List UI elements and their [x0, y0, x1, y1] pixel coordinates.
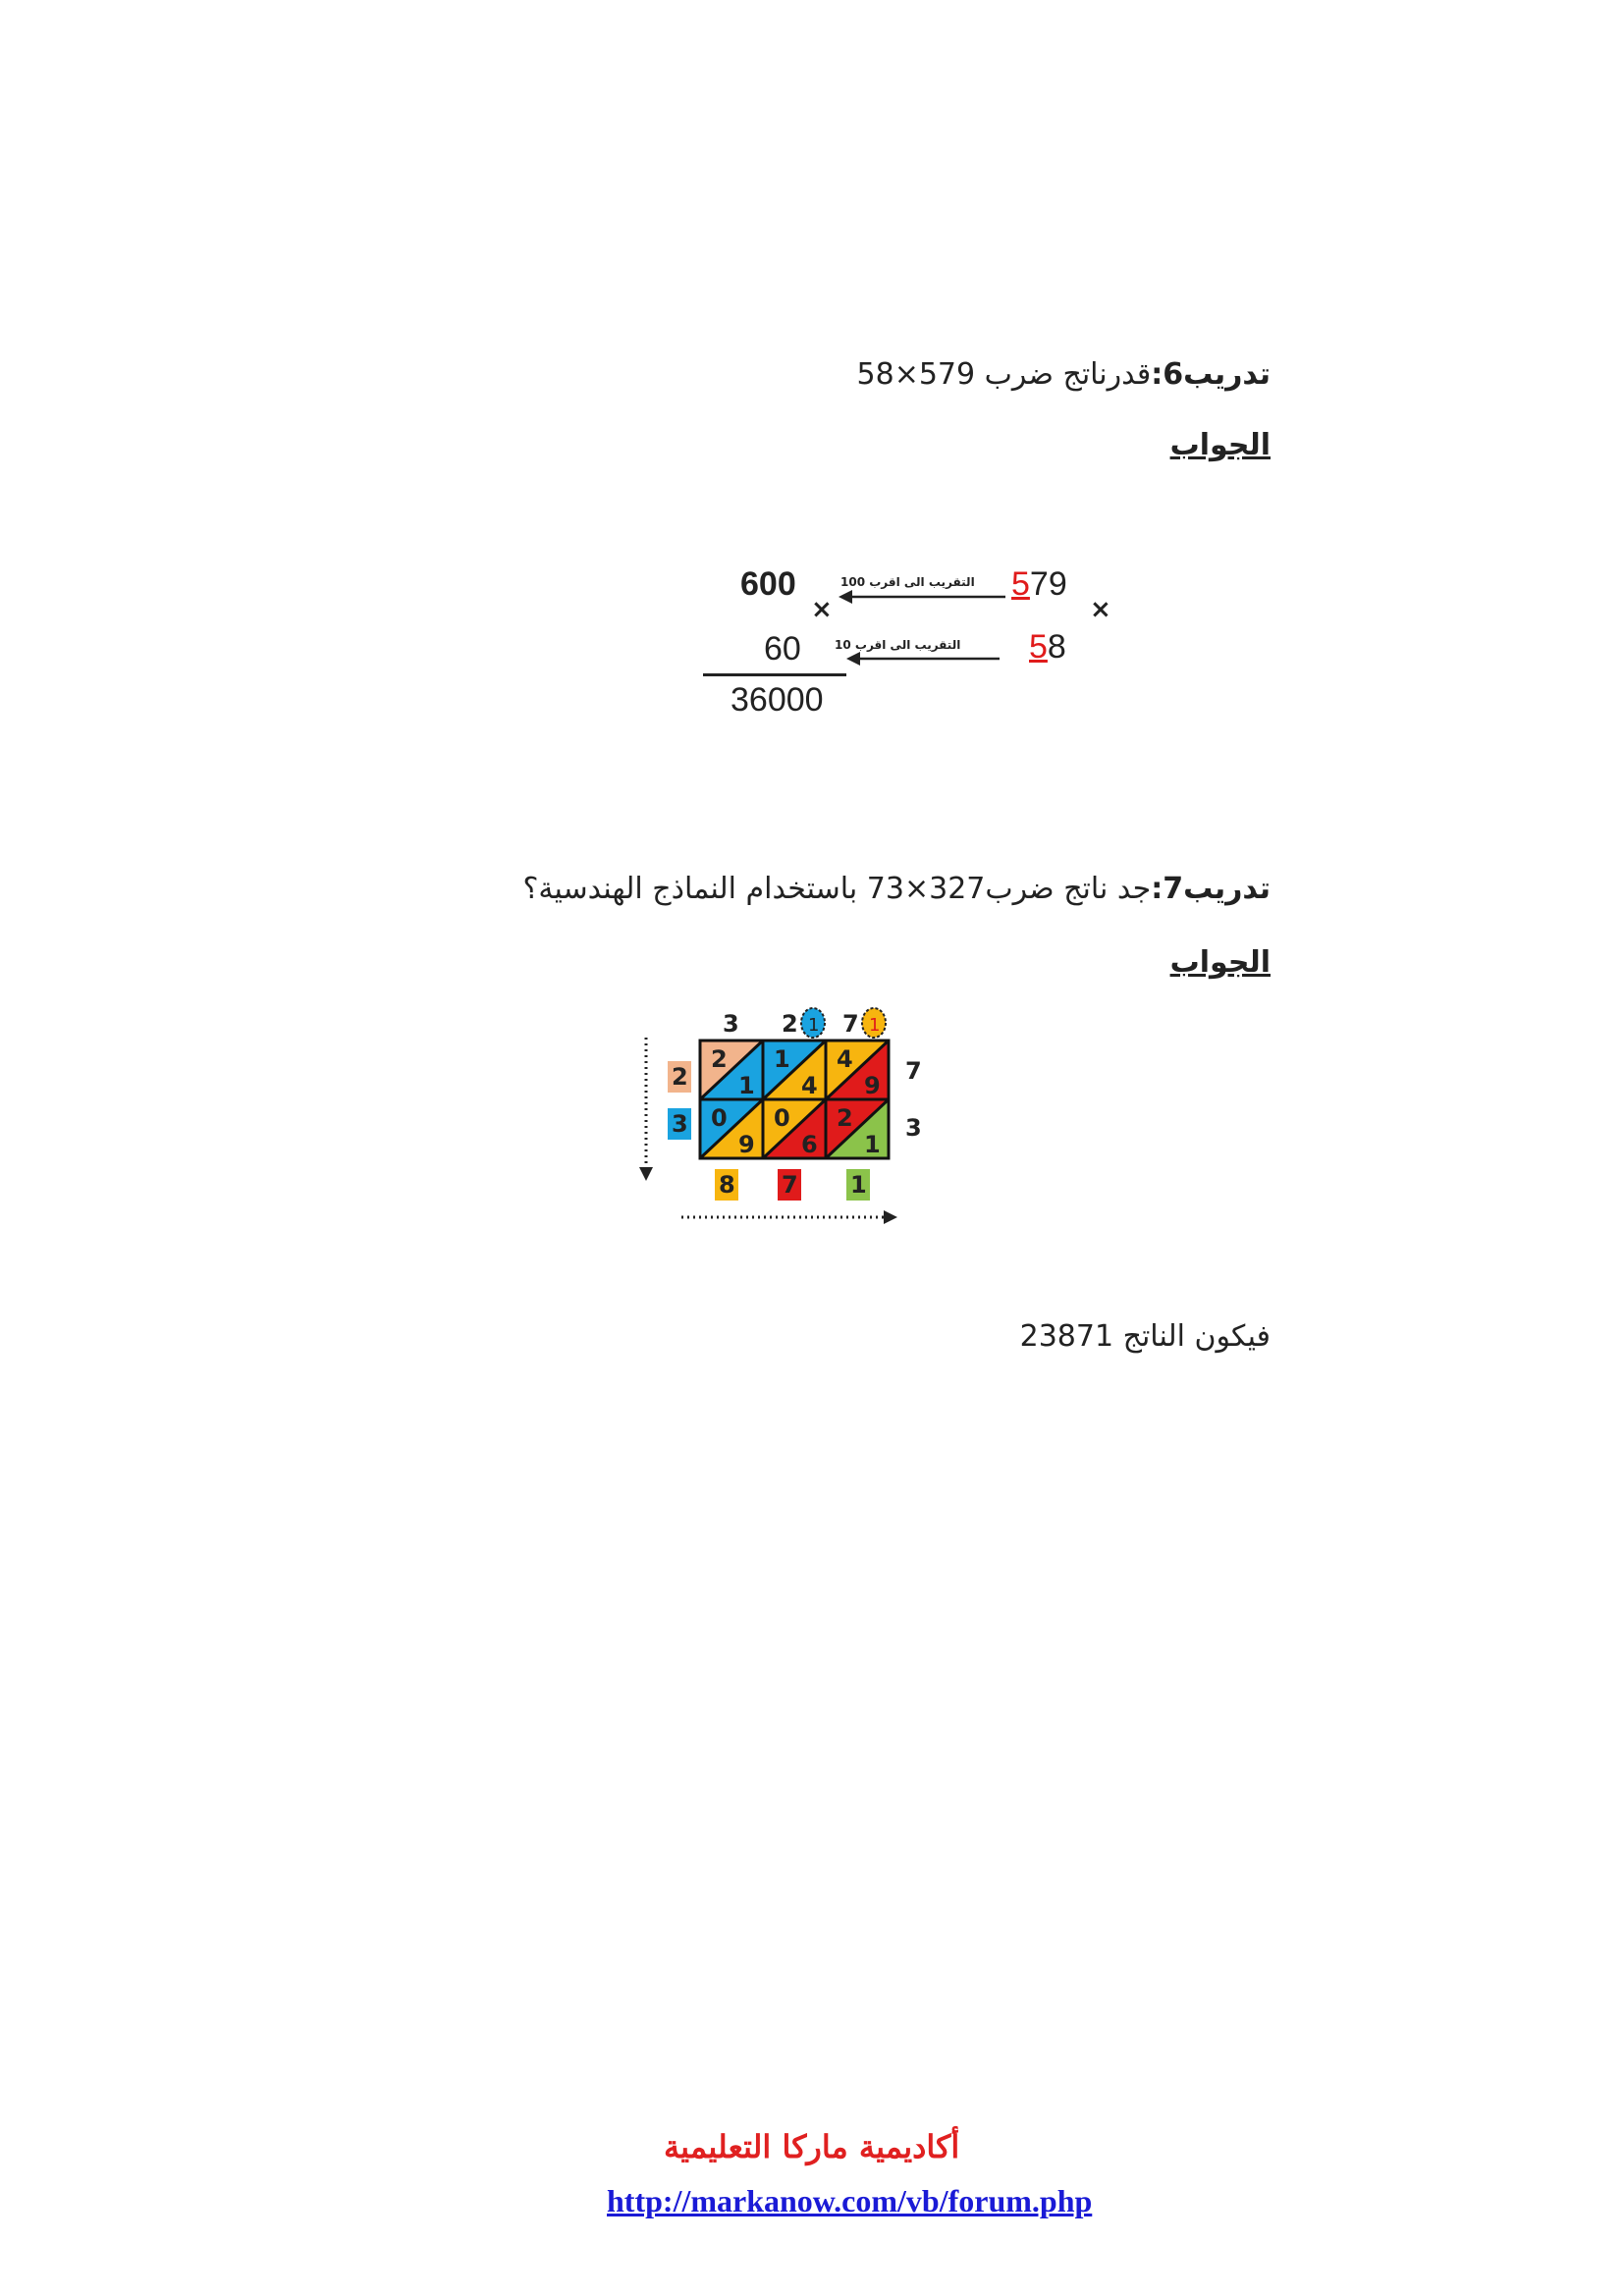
number-58-first-digit: 5 — [1029, 628, 1048, 666]
exercise6-heading — [857, 357, 1271, 392]
arrow-2-label: التقريب الى اقرب 10 — [835, 638, 961, 652]
bottom-digit-1: 1 — [850, 1171, 867, 1199]
exercise7-heading — [522, 872, 1271, 906]
bottom-digit-8: 8 — [719, 1171, 735, 1199]
bottom-digit-7: 7 — [782, 1171, 798, 1199]
footer-forum-link[interactable]: http://markanow.com/vb/forum.php — [607, 2183, 1093, 2218]
cell-r2c3-tens: 2 — [837, 1104, 853, 1132]
rounded-60: 60 — [764, 630, 801, 667]
right-digit-7: 7 — [905, 1057, 922, 1085]
exercise6-text: قدرناتج ضرب 579×58 — [856, 357, 1152, 392]
footer-academy-name: أكاديمية ماركا التعليمية — [664, 2128, 960, 2165]
exercise7-text: جد ناتج ضرب327×73 باستخدام النماذج الهندسية؟ — [522, 872, 1152, 906]
number-58-rest: 8 — [1047, 628, 1066, 666]
left-digit-3: 3 — [672, 1110, 688, 1138]
arrow-2-head — [846, 652, 860, 666]
number-579-first-digit: 5 — [1011, 565, 1030, 603]
carry-1-blue: 1 — [808, 1015, 820, 1036]
exercise7-label: تدريب7: — [1151, 872, 1271, 906]
rounded-600: 600 — [740, 565, 796, 603]
exercise6-answer-label: الجواب — [1169, 428, 1271, 462]
cell-r2c1-tens: 0 — [711, 1104, 728, 1132]
exercise7-answer-label: الجواب — [1169, 945, 1271, 980]
estimation-result: 36000 — [731, 681, 824, 719]
top-digit-2: 2 — [782, 1010, 798, 1038]
arrow-1-head — [839, 590, 852, 604]
cell-r1c2-ones: 4 — [801, 1072, 818, 1099]
left-digit-2: 2 — [672, 1063, 688, 1091]
cell-r2c2-ones: 6 — [801, 1131, 818, 1158]
times-left: × — [811, 595, 833, 624]
cell-r2c2-tens: 0 — [774, 1104, 790, 1132]
estimation-diagram — [687, 560, 1139, 726]
exercise7-result: فيكون الناتج 23871 — [1019, 1319, 1271, 1354]
cell-r1c3-tens: 4 — [837, 1045, 853, 1073]
arrow-1-label: التقريب الى اقرب 100 — [840, 575, 975, 589]
top-digit-3: 3 — [723, 1010, 739, 1038]
horizontal-arrow-head — [884, 1210, 897, 1224]
cell-r1c1-ones: 1 — [738, 1072, 755, 1099]
cell-r1c2-tens: 1 — [774, 1045, 790, 1073]
vertical-arrow-head — [639, 1167, 653, 1181]
exercise6-label: تدريب6: — [1151, 357, 1271, 392]
cell-r2c3-ones: 1 — [864, 1131, 881, 1158]
cell-r1c3-ones: 9 — [864, 1072, 881, 1099]
cell-r2c1-ones: 9 — [738, 1131, 755, 1158]
times-right: × — [1090, 595, 1111, 624]
number-58 — [1029, 628, 1066, 667]
top-digit-7: 7 — [842, 1010, 859, 1038]
right-digit-3: 3 — [905, 1114, 922, 1142]
lattice-diagram — [628, 996, 943, 1232]
result-line — [703, 673, 846, 676]
number-579 — [1011, 565, 1067, 604]
number-579-rest: 79 — [1029, 565, 1067, 603]
carry-1-yellow: 1 — [869, 1015, 881, 1036]
cell-r1c1-tens: 2 — [711, 1045, 728, 1073]
